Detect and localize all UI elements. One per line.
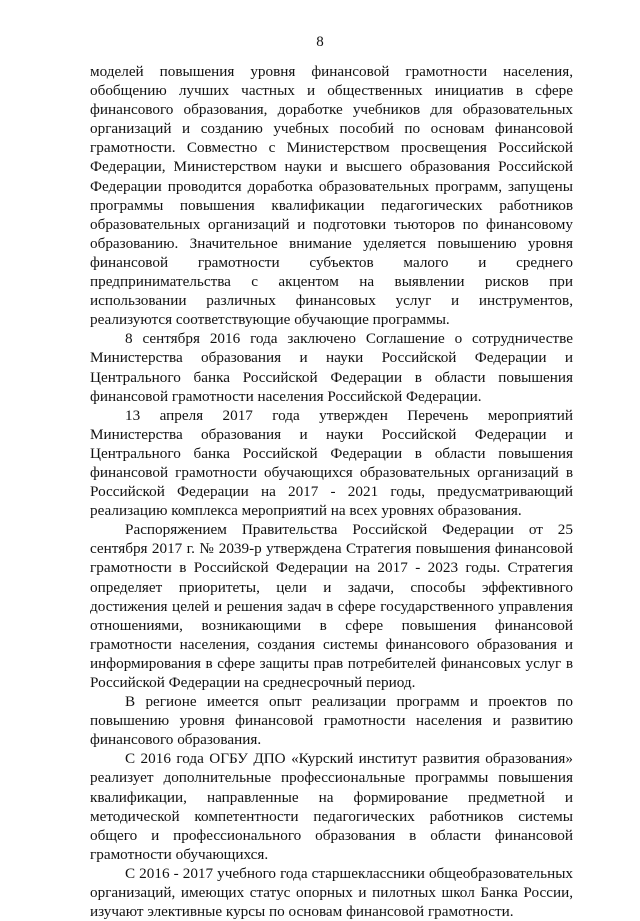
paragraph-continuation: моделей повышения уровня финансовой грамотности населения, обобщению лучших частных и общественных инициатив в сфере финансового образования, доработке учебников для образовательных организаций и созданию учебных пособий по основам финансовой грамотности. Совместно с Министерством просвещения Российской Федерации, Министерством науки и высшего образования Российской Федерации проводится доработка образовательных программ, запущены программы повышения квалификации педагогических работников образовательных организаций и подготовки тьюторов по финансовому образованию. Значительное внимание уделяется повышению уровня финансовой грамотности субъектов малого и среднего предпринимательства с акцентом на выявлении рисков при использовании различных финансовых услуг и инструментов, реализуются соответствующие обучающие программы.	[90, 63, 573, 329]
document-body	[90, 62, 573, 921]
paragraph-agreement-2016: 8 сентября 2016 года заключено Соглашение о сотрудничестве Министерства образования и науки Российской Федерации и Центрального банка Российской Федерации в области повышения финансовой грамотности населения Российской Федерации.	[90, 330, 573, 405]
paragraph-measures-list-2017: 13 апреля 2017 года утвержден Перечень мероприятий Министерства образования и науки Российской Федерации и Центрального банка Российской Федерации в области повышения финансовой грамотности обучающихся образовательных организаций в Российской Федерации на 2017 - 2021 годы, предусматривающий реализацию комплекса мероприятий на всех уровнях образования.	[90, 406, 573, 520]
paragraph-government-order: Распоряжением Правительства Российской Федерации от 25 сентября 2017 г. № 2039-р утверждена Стратегия повышения финансовой грамотности в Российской Федерации на 2017 - 2023 годы. Стратегия определяет приоритеты, цели и задачи, способы эффективного достижения целей и решения задач в сфере государственного управления отношениями, возникающими в сфере повышения финансовой грамотности населения, создания системы финансового образования и информирования в сфере защиты прав потребителей финансовых услуг в Российской Федерации на среднесрочный период.	[90, 521, 573, 691]
paragraph-kursk-institute: С 2016 года ОГБУ ДПО «Курский институт развития образования» реализует дополнительные профессиональные программы повышения квалификации, направленные на формирование предметной и методической компетентности педагогических работников системы общего и профессионального образования в области финансовой грамотности обучающихся.	[90, 750, 573, 863]
paragraph-elective-courses: С 2016 - 2017 учебного года старшеклассники общеобразовательных организаций, имеющих статус опорных и пилотных школ Банка России, изучают элективные курсы по основам финансовой грамотности.	[90, 864, 573, 921]
paragraph-region-experience: В регионе имеется опыт реализации программ и проектов по повышению уровня финансовой грамотности населения и развитию финансового образования.	[90, 693, 573, 749]
page-number: 8	[316, 34, 324, 50]
